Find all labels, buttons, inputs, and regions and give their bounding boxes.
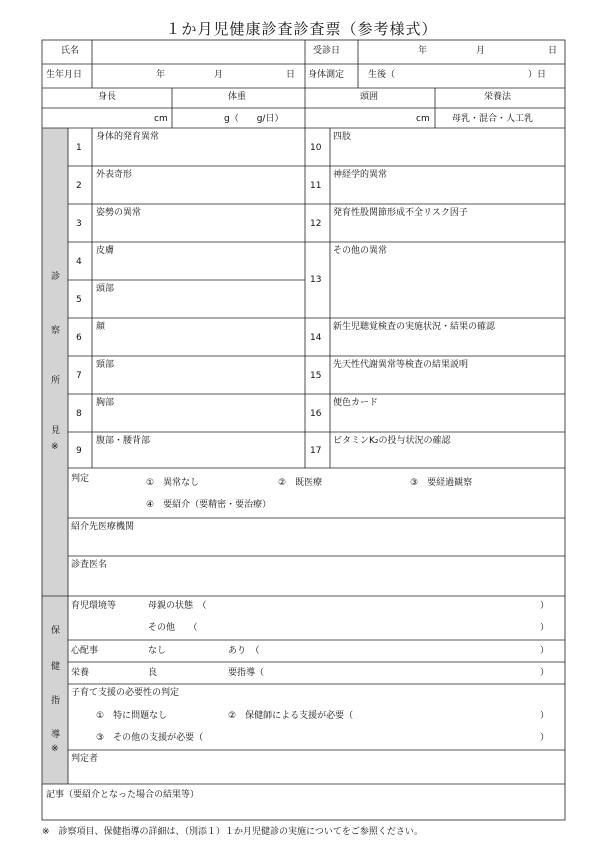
nutrition-good: 良 [148, 668, 158, 678]
height-unit: cm [154, 114, 168, 124]
findings-side-4: 見 [51, 426, 61, 436]
item-no-8: 8 [76, 409, 82, 419]
mother-close: ） [540, 601, 550, 611]
item-no-4: 4 [76, 257, 82, 267]
worry-close: ） [540, 646, 550, 656]
doctor-label: 診査医名 [71, 560, 108, 570]
height-label: 身長 [98, 92, 117, 102]
worry-none: なし [148, 646, 167, 656]
name-label: 氏名 [61, 46, 80, 56]
item-label-11: 神経学的異常 [333, 170, 388, 180]
exam-month: 月 [476, 46, 486, 56]
nutrition-label: 栄養法 [484, 92, 512, 102]
item-label-9: 腹部・腰背部 [96, 436, 151, 446]
findings-side-3: 所 [51, 376, 61, 386]
judgment-option-1: ① 異常なし [146, 478, 200, 488]
item-no-15: 15 [310, 371, 322, 381]
support-option-3-close: ） [540, 733, 550, 743]
item-label-5: 頭部 [96, 284, 115, 294]
guidance-side-2: 健 [51, 662, 61, 672]
support-option-3: ③ その他の支援が必要（ [96, 733, 204, 743]
item-label-8: 胸部 [96, 398, 115, 408]
nutrition-close: ） [540, 668, 550, 678]
item-label-14: 新生児聴覚検査の実施状況・結果の確認 [333, 322, 496, 332]
worry-yes: あり （ [228, 646, 260, 656]
item-label-1: 身体的発育異常 [96, 132, 160, 142]
item-label-3: 姿勢の異常 [96, 208, 142, 218]
item-no-14: 14 [310, 333, 322, 343]
item-label-13: その他の異常 [333, 246, 388, 256]
item-no-11: 11 [310, 181, 322, 191]
env-label: 育児環境等 [71, 601, 117, 611]
support-option-2-close: ） [540, 711, 550, 721]
support-option-1: ① 特に問題なし [96, 711, 168, 721]
judgment-option-2: ② 既医療 [278, 478, 323, 488]
head-label: 頭囲 [360, 92, 379, 102]
item-label-6: 顔 [96, 322, 106, 332]
item-no-5: 5 [76, 295, 82, 305]
findings-side-5: ※ [51, 442, 59, 452]
other-close: ） [540, 623, 550, 633]
item-no-10: 10 [310, 143, 322, 153]
birth-label: 生年月日 [46, 70, 83, 80]
worry-label: 心配事 [71, 646, 99, 656]
postnatal-prefix: 生後（ [368, 70, 396, 80]
exam-year: 年 [418, 46, 428, 56]
findings-side-1: 診 [51, 272, 61, 282]
guidance-side-3: 指 [51, 696, 61, 706]
item-no-6: 6 [76, 333, 82, 343]
judgment-option-4: ④ 要紹介（要精密・要治療） [146, 500, 272, 510]
guidance-nutrition-label: 栄養 [71, 668, 90, 678]
referral-label: 紹介先医療機関 [71, 522, 135, 532]
measure-label: 身体測定 [308, 70, 345, 80]
item-label-16: 便色カード [333, 398, 379, 408]
item-no-3: 3 [76, 219, 82, 229]
exam-date-label: 受診日 [313, 46, 341, 56]
other-label: その他 （ [148, 623, 198, 633]
findings-side-2: 察 [51, 326, 61, 336]
item-no-12: 12 [310, 219, 322, 229]
item-label-15: 先天性代謝異常等検査の結果説明 [333, 360, 469, 370]
item-label-7: 頸部 [96, 360, 115, 370]
postnatal-suffix: ）日 [528, 70, 547, 80]
weight-label: 体重 [228, 92, 247, 102]
item-no-1: 1 [76, 143, 82, 153]
item-no-17: 17 [310, 446, 322, 456]
page-title: １か月児健康診査診査票（参考様式） [165, 20, 438, 38]
nutrition-need: 要指導（ [228, 668, 265, 678]
exam-day: 日 [548, 46, 558, 56]
nutrition-options: 母乳・混合・人工乳 [452, 114, 534, 124]
guidance-side-4: 導 [51, 730, 61, 740]
birth-day: 日 [286, 70, 296, 80]
item-no-13: 13 [310, 275, 322, 285]
item-label-2: 外表奇形 [96, 170, 133, 180]
item-no-7: 7 [76, 371, 82, 381]
remarks-label: 記事（要紹介となった場合の結果等） [46, 790, 200, 800]
item-no-9: 9 [76, 446, 82, 456]
judgment-label: 判定 [71, 474, 90, 484]
item-no-16: 16 [310, 409, 322, 419]
footnote: ※ 診察項目、保健指導の詳細は、（別添１）１か月児健診の実施についてをご参照ください。 [42, 827, 423, 837]
judge-person-label: 判定者 [71, 754, 99, 764]
item-label-12: 発育性股関節形成不全リスク因子 [333, 208, 468, 218]
item-no-2: 2 [76, 181, 82, 191]
guidance-side-1: 保 [51, 626, 61, 636]
support-option-2: ② 保健師による支援が必要（ [228, 711, 354, 721]
support-title: 子育て支援の必要性の判定 [71, 688, 180, 698]
item-label-10: 四肢 [333, 132, 352, 142]
birth-month: 月 [214, 70, 224, 80]
mother-label: 母親の状態 （ [148, 601, 207, 611]
birth-year: 年 [156, 70, 166, 80]
weight-unit: g（ g/日） [224, 114, 284, 124]
guidance-side-5: ※ [51, 744, 59, 754]
item-label-17: ビタミンK₂の投与状況の確認 [333, 436, 451, 446]
judgment-option-3: ③ 要経過観察 [410, 478, 473, 488]
head-unit: cm [416, 114, 430, 124]
item-label-4: 皮膚 [96, 246, 115, 256]
